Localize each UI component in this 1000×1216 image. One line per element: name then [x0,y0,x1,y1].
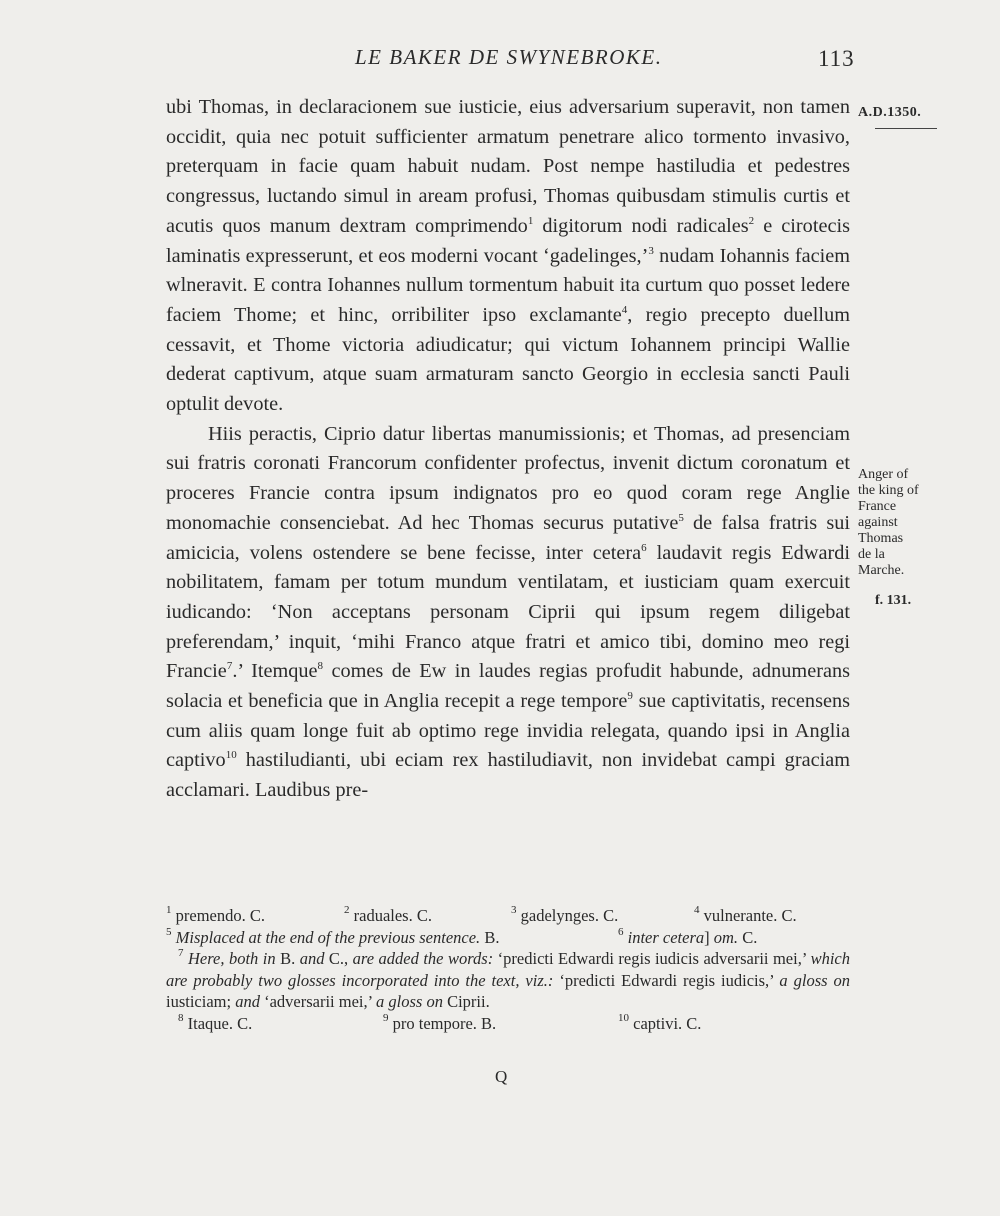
margin-note-line: France [858,499,897,514]
text-run: C., [324,949,353,968]
text-run: digitorum nodi radicales [533,214,749,237]
text-run: B. [480,927,500,947]
text-run: nudam Iohannis faciem wlneravit. E contra Iohannes nullum tormentum habuit ita curtum quo posset ledere faciem Thome; et hinc, orribiliter ipso exclamante [166,244,850,326]
footnote-1: $^1$ premendo. C. [166,904,265,925]
margin-note-line: Thomas [858,531,904,546]
footnote-ref: 2 [748,214,755,227]
footnotes [166,905,850,1034]
paragraph-2 [166,420,850,806]
italic-text: and [299,949,325,968]
text-run: ‘predicti Edwardi regis iudicis adversarii mei,’ [493,949,811,968]
footnote-2: $^2$ raduales. C. [344,904,432,925]
italic-text: om. [713,927,739,947]
text-run: ] [704,927,714,947]
footnote-ref: 4 [621,303,628,316]
signature-mark: Q [495,1067,508,1086]
margin-note-line: Marche. [858,563,905,578]
text-run: de falsa fratris sui amicicia, volens ostendere se bene fecisse, inter cetera [166,511,850,564]
footnote-row-3 [166,1013,850,1035]
italic-text: are added the words: [352,949,494,968]
margin-note-line: the king of [858,483,919,498]
footnote-ref: 5 [678,511,684,524]
text-run: sue captivitatis, recensens cum aliis quam longe fuit ab optimo rege invidia relegata, quando ipsi in Anglia captivo [166,690,850,772]
text-run: , regio precepto duellum cessavit, et Thome victoria adiudicatur; qui victum Iohannem principi Wallie dederat captivum, atque suam armaturam sancto Georgio in ecclesia sancti Pauli optulit devote. [166,303,850,416]
text-run: hastiludianti, ubi eciam rex hastiludiavit, non invidebat campi graciam acclamari. Laudibus pre- [166,749,850,802]
footnote-ref: 6 [641,541,647,554]
text-run: iusticiam; [166,992,236,1011]
text-run: laudavit regis Edwardi nobilitatem, famam per totum mundum ventilatam, et iusticiam quam exercuit iudicando: ‘Non acceptans personam Ciprii qui ipsum regem diligebat preferendam,’ inquit, ‘mihi Franco atque fratri et amico tibi, domino meo regi Francie [166,541,851,683]
text-run: C. [738,927,758,947]
footnote-ref: 5 [166,925,172,938]
footnote-7 [166,948,850,1013]
footnote-ref: 10 [225,749,237,762]
footnote-8: $^8$ Itaque. C. [178,1011,253,1033]
text-run: .’ Itemque [232,660,318,683]
footnote-ref: 9 [627,690,633,703]
footnote-ref: 6 [618,925,624,938]
footnote-ref: 1 [527,214,534,227]
text-run: ‘predicti Edwardi regis iudicis,’ [553,970,780,990]
italic-text: Here, both in [183,949,276,968]
main-text [166,93,850,806]
footnote-3: $^3$ gadelynges. C. [511,904,619,925]
footnote-row-1 [166,905,850,927]
italic-text: Misplaced at the end of the previous sentence. [171,927,481,947]
margin-year: A.D.1350. [858,105,922,120]
text-run: Hiis peractis, Ciprio datur libertas manumissionis; et Thomas, ad presenciam sui fratris coronati Francorum confidenter profectus, invenit dictum coronatum et proceres Francie contra ipsum indignatos pro eo quod coram rege Anglie monomachie consenciebat. Ad hec Thomas securus putative [166,422,850,534]
margin-note-line: de la [858,547,885,562]
text-run: comes de Ew in laudes regias profudit habunde, adnumerans solacia et beneficia que in Anglia recepit a rege tempore [166,660,850,713]
italic-text: and [235,992,260,1011]
margin-note-line: Anger of [858,467,909,482]
footnote-10: $^{10}$ captivi. C. [618,1011,702,1033]
text-run: ubi Thomas, in declaracionem sue iusticie, eius adversarium superavit, non tamen occidit, quia nec potuit sufficienter armatum penetrare alico tormento invasivo, preterquam in facie quam habuit nudam. Post nempe hastiludia et pedestres congressus, luctando simul in aream profusi, Thomas quibusdam stimulis curtis et acutis quos manum dextram comprimendo [166,96,850,237]
text-run: e cirotecis laminatis expresserunt, et eos moderni vocant ‘gadelinges,’ [166,214,850,267]
footnote-9: $^9$ pro tempore. B. [383,1011,497,1033]
margin-rule [875,128,937,129]
footnote-row-2 [166,927,850,949]
footnote-ref: 3 [648,244,654,257]
text-run: B. [275,949,300,968]
footnote-6 [618,927,757,949]
margin-note [858,467,948,579]
page-number: 113 [818,46,855,71]
italic-text: inter cetera [623,927,705,947]
text-run: Ciprii. [442,992,490,1011]
margin-note-line: against [858,515,898,530]
text-run: ‘adversarii mei,’ [259,992,377,1011]
footnote-4: $^4$ vulnerante. C. [694,904,797,925]
footnote-5 [166,927,618,949]
italic-text: a gloss on [376,992,443,1011]
margin-folio: f. 131. [875,593,912,608]
running-header: LE BAKER DE SWYNEBROKE. [355,45,663,69]
italic-text: a gloss on [779,970,850,990]
paragraph-1 [166,93,850,420]
footnote-ref: 7 [226,660,233,673]
footnote-ref: 8 [317,660,324,673]
footnote-ref: 7 [178,947,184,959]
italic-text: which are probably two glosses incorporated into the text, viz.: [166,949,851,990]
